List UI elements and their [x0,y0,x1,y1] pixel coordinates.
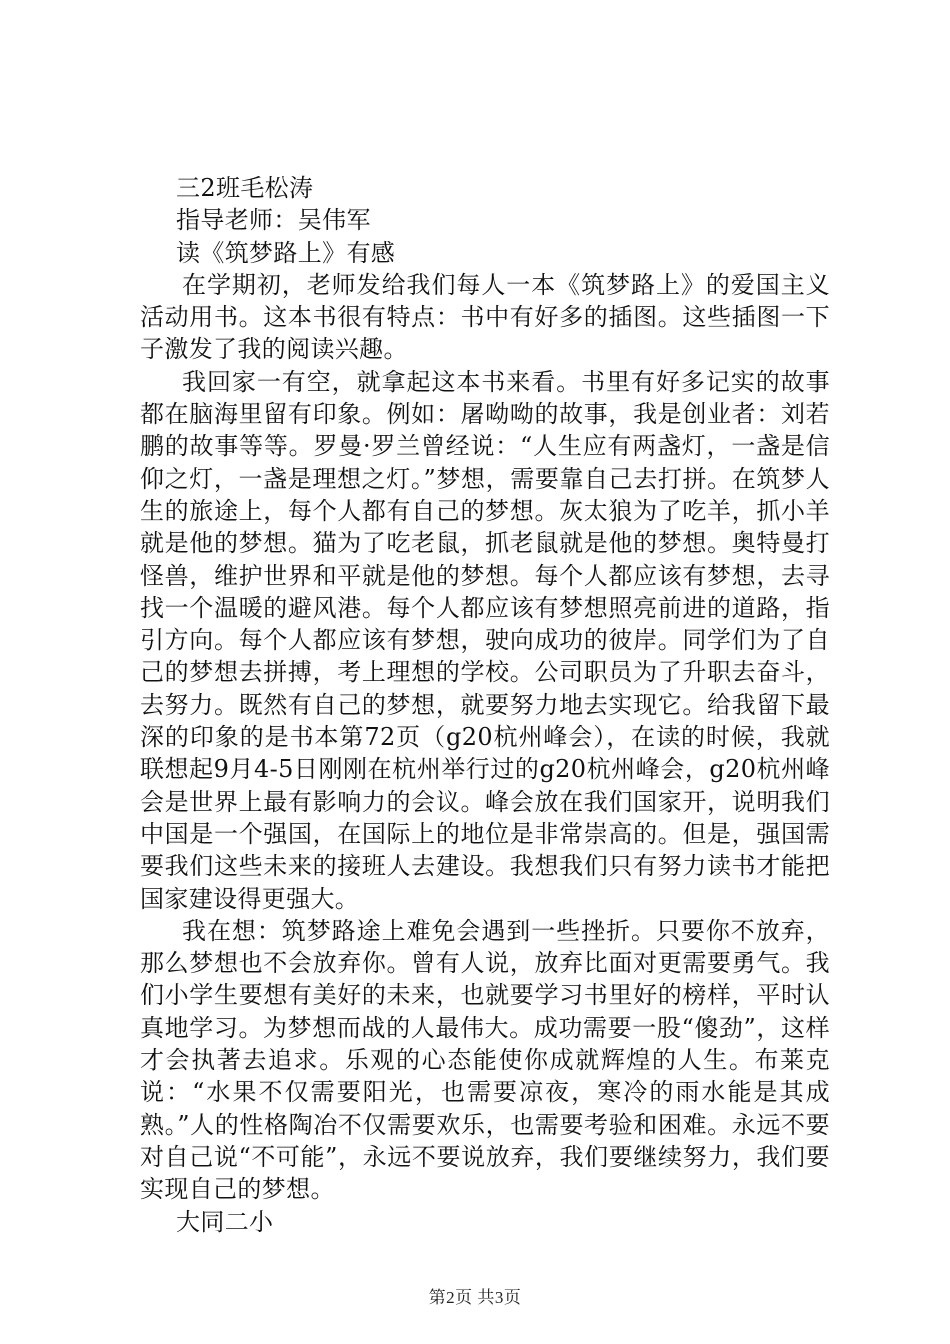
paragraph-2: 我回家一有空，就拿起这本书来看。书里有好多记实的故事都在脑海里留有印象。例如：屠呦呦的故事，我是创业者：刘若鹏的故事等等。罗曼·罗兰曾经说：“人生应有两盏灯，一盏是信仰之灯，一盏是理想之灯。”梦想，需要靠自己去打拼。在筑梦人生的旅途上，每个人都有自己的梦想。灰太狼为了吃羊，抓小羊就是他的梦想。猫为了吃老鼠，抓老鼠就是他的梦想。奥特曼打怪兽，维护世界和平就是他的梦想。每个人都应该有梦想，去寻找一个温暖的避风港。每个人都应该有梦想照亮前进的道路，指引方向。每个人都应该有梦想，驶向成功的彼岸。同学们为了自己的梦想去拼搏，考上理想的学校。公司职员为了升职去奋斗，去努力。既然有自己的梦想，就要努力地去实现它。给我留下最深的印象的是书本第72页（g20杭州峰会），在读的时候，我就联想起9月4-5日刚刚在杭州举行过的g20杭州峰会，g20杭州峰会是世界上最有影响力的会议。峰会放在我们国家开，说明我们中国是一个强国，在国际上的地位是非常崇高的。但是，强国需要我们这些未来的接班人去建设。我想我们只有努力读书才能把国家建设得更强大。 [140,367,830,913]
author-line: 三2班毛松涛 [176,174,314,202]
paragraph-1: 在学期初，老师发给我们每人一本《筑梦路上》的爱国主义活动用书。这本书很有特点：书中有好多的插图。这些插图一下子激发了我的阅读兴趣。 [140,270,830,364]
essay-title: 读《筑梦路上》有感 [176,238,396,267]
paragraph-3: 我在想：筑梦路途上难免会遇到一些挫折。只要你不放弃，那么梦想也不会放弃你。曾有人说，放弃比面对更需要勇气。我们小学生要想有美好的未来，也就要学习书里好的榜样，平时认真地学习。为梦想而战的人最伟大。成功需要一股“傻劲”，这样才会执著去追求。乐观的心态能使你成就辉煌的人生。布莱克说：“水果不仅需要阳光，也需要凉夜，寒冷的雨水能是其成熟。”人的性格陶冶不仅需要欢乐，也需要考验和困难。永远不要对自己说“不可能”，永远不要说放弃，我们要继续努力，我们要实现自己的梦想。 [140,916,830,1204]
school-line: 大同二小 [176,1207,274,1236]
page-footer: 第2页 共3页 [428,1288,522,1307]
teacher-line: 指导老师：吴伟军 [176,206,371,235]
document-body [140,172,830,1238]
